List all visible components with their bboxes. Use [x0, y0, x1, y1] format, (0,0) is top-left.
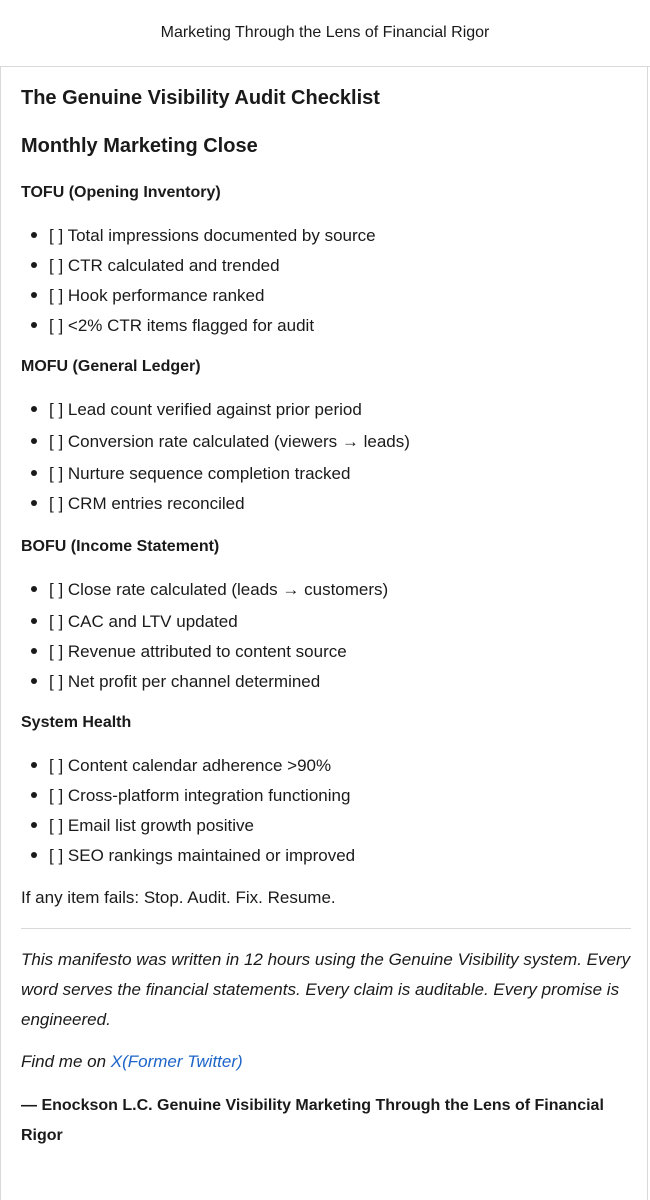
list-item[interactable]: [ ] Conversion rate calculated (viewers → leads) — [31, 432, 410, 452]
bullet-icon — [31, 262, 37, 268]
page-header-title: Marketing Through the Lens of Financial Rigor — [160, 24, 490, 41]
list-item[interactable]: [ ] Lead count verified against prior period — [31, 400, 362, 420]
section-title-system-health: System Health — [21, 714, 132, 731]
bullet-icon — [31, 792, 37, 798]
find-me-line — [21, 1047, 636, 1077]
article-heading: The Genuine Visibility Audit Checklist — [21, 87, 380, 109]
list-item[interactable]: [ ] Net profit per channel determined — [31, 672, 320, 692]
twitter-link[interactable]: X(Former Twitter) — [110, 1052, 243, 1071]
bullet-icon — [31, 470, 37, 476]
bullet-icon — [31, 586, 37, 592]
list-item[interactable]: [ ] Cross-platform integration functioning — [31, 786, 350, 806]
bullet-icon — [31, 322, 37, 328]
bullet-icon — [31, 500, 37, 506]
list-item[interactable]: [ ] Email list growth positive — [31, 816, 254, 836]
signature: — Enockson L.C. Genuine Visibility Marketing Through the Lens of Financial Rigor — [21, 1097, 604, 1144]
list-item[interactable]: [ ] <2% CTR items flagged for audit — [31, 316, 314, 336]
list-item[interactable]: [ ] CAC and LTV updated — [31, 612, 238, 632]
list-item[interactable]: [ ] Hook performance ranked — [31, 286, 264, 306]
bullet-icon — [31, 292, 37, 298]
section-title-tofu: TOFU (Opening Inventory) — [21, 184, 221, 201]
article-subheading: Monthly Marketing Close — [21, 135, 258, 157]
section-title-bofu: BOFU (Income Statement) — [21, 538, 220, 555]
list-item[interactable]: [ ] CRM entries reconciled — [31, 494, 245, 514]
fail-rule-text: If any item fails: Stop. Audit. Fix. Resume. — [21, 888, 336, 907]
list-item[interactable]: [ ] SEO rankings maintained or improved — [31, 846, 355, 866]
top-bar — [0, 0, 650, 67]
article-body — [0, 67, 648, 1200]
list-item[interactable]: [ ] Total impressions documented by source — [31, 226, 376, 246]
find-me-prefix: Find me on — [21, 1052, 111, 1071]
list-item[interactable]: [ ] Nurture sequence completion tracked — [31, 464, 350, 484]
manifesto-note: This manifesto was written in 12 hours using the Genuine Visibility system. Every word serves the financial statements. Every claim is auditable. Every promise is engineered. — [21, 950, 631, 1029]
bullet-icon — [31, 648, 37, 654]
bullet-icon — [31, 438, 37, 444]
bullet-icon — [31, 618, 37, 624]
bullet-icon — [31, 678, 37, 684]
bullet-icon — [31, 232, 37, 238]
section-title-mofu: MOFU (General Ledger) — [21, 358, 201, 375]
bullet-icon — [31, 406, 37, 412]
list-item[interactable]: [ ] Content calendar adherence >90% — [31, 756, 331, 776]
list-item[interactable]: [ ] CTR calculated and trended — [31, 256, 280, 276]
bullet-icon — [31, 852, 37, 858]
bullet-icon — [31, 822, 37, 828]
bullet-icon — [31, 762, 37, 768]
list-item[interactable]: [ ] Close rate calculated (leads → customers) — [31, 580, 388, 600]
list-item[interactable]: [ ] Revenue attributed to content source — [31, 642, 347, 662]
divider — [21, 928, 631, 929]
